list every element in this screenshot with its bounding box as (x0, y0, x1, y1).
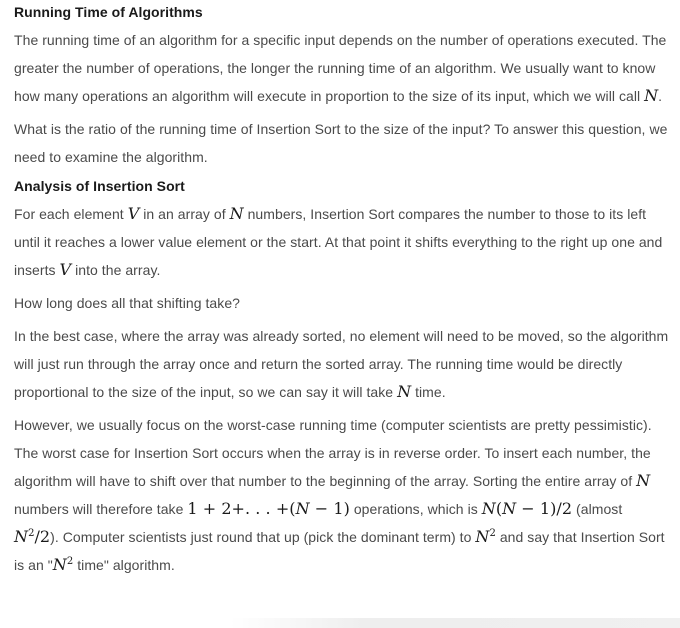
section-heading-analysis: Analysis of Insertion Sort (14, 178, 185, 194)
paragraph-ratio-question: What is the ratio of the running time of Insertion Sort to the size of the input? To answer this question, we need to examine the algorithm. (14, 121, 668, 165)
paragraph-worst-case: However, we usually focus on the worst-case running time (computer scientists are pretty pessimistic). The worst case for Insertion Sort occurs when the array is in reverse order. To insert each number, the algorithm will have to shift over that number to the beginning of the array. Sorting the entire array of N numbers will therefore take 1 + 2+. . . +(N − 1) operations, which is N(N − 1)/2 (almost $N^2/2$). Computer scientists just round that up (pick the dominant term) to $N^2$ and say that Insertion Sort is an "$N^2$ time" algorithm. (14, 417, 665, 574)
math-approx-expression: $N^2/2$ (14, 527, 51, 546)
math-variable-v: V (59, 260, 72, 279)
article-content (14, 2, 670, 579)
math-variable-n: N (229, 204, 244, 223)
paragraph-best-case: In the best case, where the array was already sorted, no element will need to be moved, so the algorithm will just run through the array once and return the sorted array. The running time would be directly proportional to the size of the input, so we can say it will take N time. (14, 328, 669, 401)
math-sum-expression: 1 + 2+. . . +(N − 1) (187, 499, 350, 518)
math-variable-v: V (127, 204, 140, 223)
math-variable-n: N (636, 471, 651, 490)
paragraph-insertion-description: For each element V in an array of N numbers, Insertion Sort compares the number to those to its left until it reaches a lower value element or the start. At that point it shifts everything to the right up one and inserts V into the array. (14, 204, 663, 279)
math-dominant-term: $N^2$ (475, 527, 496, 546)
math-complexity-term: $N^2$ (52, 555, 74, 574)
bottom-scroll-fade (230, 618, 680, 628)
section-heading-running-time: Running Time of Algorithms (14, 4, 203, 20)
math-variable-n: N (397, 382, 412, 401)
paragraph-shifting-question: How long does all that shifting take? (14, 295, 240, 311)
math-variable-n: N (644, 86, 659, 105)
math-operations-expression: N(N − 1)/2 (481, 499, 573, 518)
paragraph-running-time-intro: The running time of an algorithm for a specific input depends on the number of operations executed. The greater the number of operations, the longer the running time of an algorithm. We usually want to know how many operations an algorithm will execute in proportion to the size of its input, which we will call N. (14, 32, 667, 105)
